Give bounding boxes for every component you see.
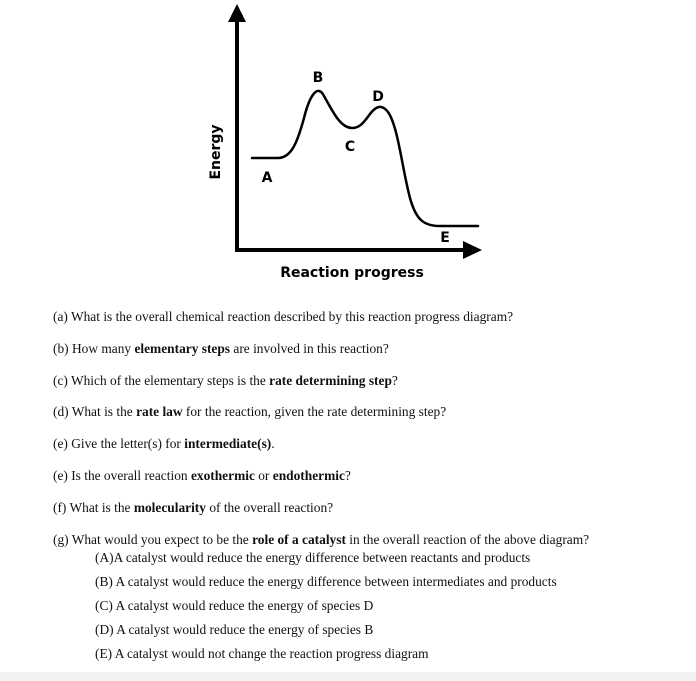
point-label-b: B <box>312 70 324 86</box>
question-text: (e) Give the letter(s) for <box>53 436 185 451</box>
question-c <box>53 372 398 390</box>
progress-axis-arrowhead <box>463 241 482 259</box>
question-d <box>53 403 446 421</box>
question-emphasis: rate law <box>136 404 183 419</box>
question-e-intermediates <box>53 435 275 453</box>
question-text: or <box>254 468 273 483</box>
option-c: (C) A catalyst would reduce the energy of species D <box>95 598 374 613</box>
question-text: (e) Is the overall reaction <box>53 468 191 483</box>
question-emphasis: role of a catalyst <box>252 532 346 547</box>
question-text: (b) How many <box>53 341 135 356</box>
question-e-thermo <box>53 467 351 485</box>
question-text: are involved in this reaction? <box>230 341 389 356</box>
question-text: (c) Which of the elementary steps is the <box>53 373 270 388</box>
option-d: (D) A catalyst would reduce the energy of species B <box>95 622 374 637</box>
question-f <box>53 499 333 517</box>
option-b: (B) A catalyst would reduce the energy difference between intermediates and products <box>95 574 557 589</box>
option-a: (A)A catalyst would reduce the energy difference between reactants and products <box>95 550 531 565</box>
question-text: in the overall reaction of the above diagram? <box>345 532 590 547</box>
option-e: (E) A catalyst would not change the reaction progress diagram <box>95 646 429 661</box>
question-text: ? <box>391 373 398 388</box>
reaction-progress-diagram <box>0 0 696 300</box>
question-b <box>53 340 389 358</box>
energy-curve <box>252 91 478 226</box>
page-bottom-band <box>0 672 696 681</box>
question-emphasis: exothermic <box>190 468 255 483</box>
question-text: of the overall reaction? <box>205 500 334 515</box>
question-text: ? <box>344 468 351 483</box>
question-emphasis: endothermic <box>272 468 345 483</box>
point-label-c: C <box>344 139 356 155</box>
question-text: for the reaction, given the rate determining step? <box>182 404 447 419</box>
point-label-e: E <box>440 230 450 246</box>
question-emphasis: elementary steps <box>134 341 231 356</box>
question-text: . <box>271 436 275 451</box>
question-text: (f) What is the <box>53 500 134 515</box>
question-a <box>53 308 513 326</box>
question-emphasis: molecularity <box>133 500 206 515</box>
energy-axis-label: Energy <box>208 124 224 180</box>
question-text: (d) What is the <box>53 404 137 419</box>
point-label-a: A <box>261 170 273 186</box>
question-text: (a) What is the overall chemical reaction described by this reaction progress diagram? <box>53 309 514 324</box>
progress-axis-label: Reaction progress <box>280 265 424 281</box>
energy-axis-arrowhead <box>228 4 246 22</box>
question-g <box>53 531 589 549</box>
question-emphasis: intermediate(s) <box>184 436 272 451</box>
question-emphasis: rate determining step <box>269 373 392 388</box>
question-text: (g) What would you expect to be the <box>53 532 253 547</box>
point-label-d: D <box>372 89 384 105</box>
